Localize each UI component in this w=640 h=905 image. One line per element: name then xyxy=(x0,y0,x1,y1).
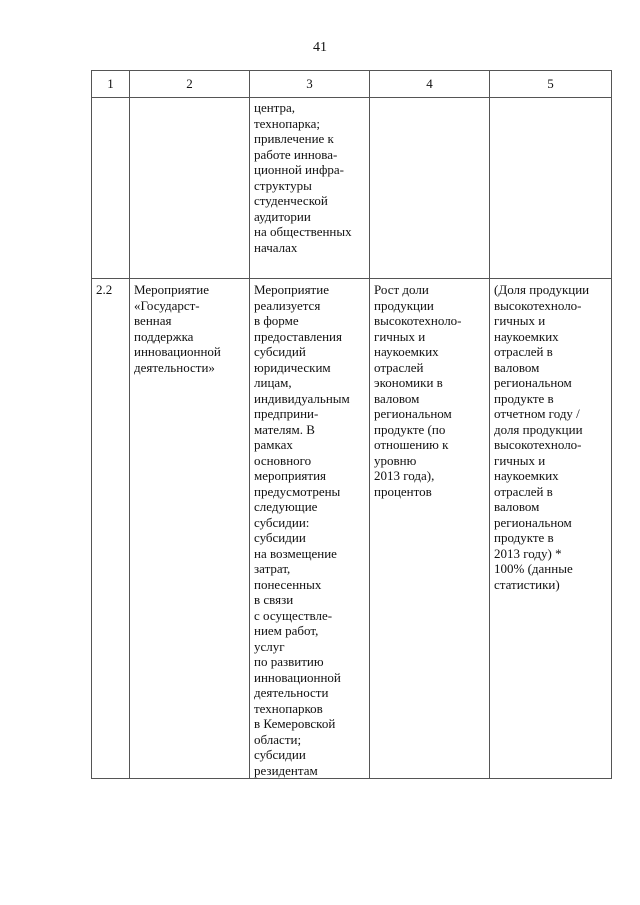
row-number-cell: 2.2 xyxy=(92,279,130,779)
header-cell-4: 4 xyxy=(370,71,490,98)
header-cell-5: 5 xyxy=(490,71,612,98)
indicator-method-cell: (Доля продукции высокотехноло- гичных и наукоемких отраслей в валовом региональном продукте в отчетном году / доля продукции высокотехноло- гичных и наукоемких отраслей в валовом региональном продукте в 2013 году) * 100% (данные статистики) xyxy=(490,279,612,779)
measure-description-cell: центра, технопарка; привлечение к работе иннова- ционной инфра- структуры студенческой аудитории на общественных началах xyxy=(250,98,370,279)
table-row xyxy=(92,279,612,779)
table-row xyxy=(92,98,612,279)
page-number: 41 xyxy=(313,40,327,55)
indicator-name-cell xyxy=(370,98,490,279)
indicator-method-cell xyxy=(490,98,612,279)
row-number-cell xyxy=(92,98,130,279)
header-cell-3: 3 xyxy=(250,71,370,98)
indicators-table xyxy=(91,70,612,779)
indicator-name-cell: Рост доли продукции высокотехноло- гичных и наукоемких отраслей экономики в валовом региональном продукте (по отношению к уровню 2013 года), процентов xyxy=(370,279,490,779)
measure-description-cell: Мероприятие реализуется в форме предоставления субсидий юридическим лицам, индивидуальным предприни- мателям. В рамках основного мероприятия предусмотрены следующие субсидии: субсидии на возмещение затрат, понесенных в связи с осуществле- нием работ, услуг по развитию инновационной деятельности технопарков в Кемеровской области; субсидии резидентам xyxy=(250,279,370,779)
measure-name-cell: Мероприятие «Государст- венная поддержка инновационной деятельности» xyxy=(130,279,250,779)
measure-name-cell xyxy=(130,98,250,279)
header-cell-2: 2 xyxy=(130,71,250,98)
header-cell-1: 1 xyxy=(92,71,130,98)
table-header-row xyxy=(92,71,612,98)
